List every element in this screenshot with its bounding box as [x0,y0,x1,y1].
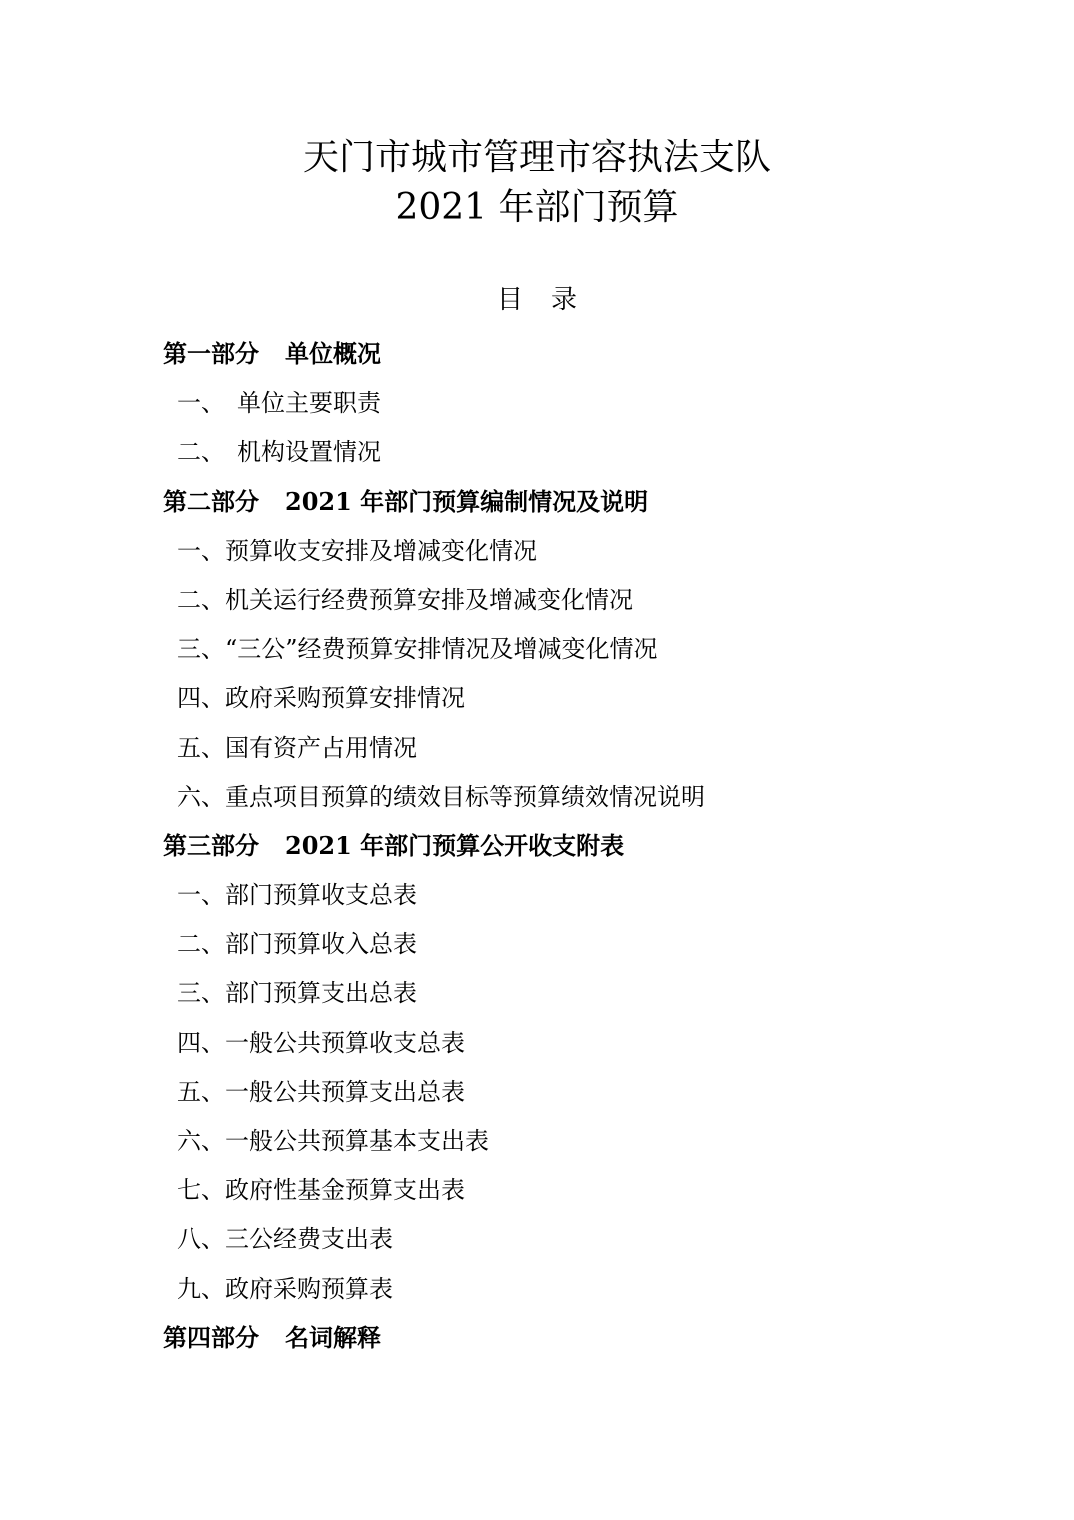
toc-item-text: 预算收支安排及增减变化情况 [225,536,537,565]
toc-item[interactable] [163,383,963,432]
toc-item-text: 政府采购预算表 [225,1274,393,1303]
toc-item-number: 一、 [177,389,225,418]
toc-item-number: 八、 [177,1225,225,1254]
toc-heading [0,283,1074,317]
toc-item-text: 部门预算收支总表 [225,881,417,910]
toc-item-number: 九、 [177,1274,225,1303]
toc-part-label: 第三部分 [163,830,259,860]
toc-heading-char-1: 目 [496,285,523,315]
toc-item-text: 机关运行经费预算安排及增减变化情况 [225,585,633,614]
toc-item[interactable] [163,531,963,580]
toc-item[interactable] [163,973,963,1022]
toc-part-1[interactable] [163,334,963,383]
toc-item[interactable] [163,1269,963,1318]
toc-item[interactable] [163,1072,963,1121]
toc-item-number: 一、 [177,536,225,565]
toc-item-number: 五、 [177,733,225,762]
toc-part-2[interactable] [163,482,963,531]
toc-item[interactable] [163,1219,963,1268]
toc-part-4[interactable] [163,1318,963,1367]
document-title-line-2: 2021 年部门预算 [395,187,679,228]
toc-item[interactable] [163,777,963,826]
toc-item-text: 部门预算支出总表 [225,979,417,1008]
toc-item-text: 政府性基金预算支出表 [225,1176,465,1205]
toc-item[interactable] [163,678,963,727]
toc-item-number: 七、 [177,1176,225,1205]
toc-item[interactable] [163,580,963,629]
toc-part-label: 第二部分 [163,486,259,516]
toc-item-number: 五、 [177,1077,225,1106]
toc-item-text: 单位主要职责 [237,389,381,418]
toc-item-text: 机构设置情况 [237,438,381,467]
toc-item-number: 四、 [177,684,225,713]
toc-item[interactable] [163,629,963,678]
toc-part-label: 第四部分 [163,1322,259,1352]
toc-part-label: 第一部分 [163,339,259,368]
toc-part-title: 名词解释 [285,1322,381,1352]
toc-item[interactable] [163,728,963,777]
toc-item-number: 六、 [177,1127,225,1155]
toc-item-text: 三公经费支出表 [225,1225,393,1254]
toc-item-text: 一般公共预算支出总表 [225,1077,465,1106]
toc-item-text: 国有资产占用情况 [225,733,417,762]
toc-item-text: “三公”经费预算安排情况及增减变化情况 [225,635,658,664]
toc-item[interactable] [163,924,963,973]
toc-part-title: 2021 年部门预算编制情况及说明 [285,486,649,516]
document-title-line-1: 天门市城市管理市容执法支队 [302,137,771,178]
toc-item-text: 一般公共预算基本支出表 [225,1127,489,1155]
toc-item[interactable] [163,875,963,924]
toc-item[interactable] [163,1121,963,1170]
toc-item-text: 部门预算收入总表 [225,930,417,959]
table-of-contents [163,334,963,1367]
toc-item[interactable] [163,1170,963,1219]
toc-item-number: 二、 [177,585,225,614]
toc-item[interactable] [163,1023,963,1072]
toc-item-number: 三、 [177,635,225,664]
toc-item[interactable] [163,432,963,481]
toc-part-title: 2021 年部门预算公开收支附表 [285,830,625,860]
toc-item-number: 四、 [177,1028,225,1057]
toc-item-text: 政府采购预算安排情况 [225,684,465,713]
toc-heading-char-2: 录 [551,285,578,315]
toc-part-title: 单位概况 [285,339,381,368]
toc-item-number: 六、 [177,782,225,811]
toc-item-number: 二、 [177,438,225,467]
toc-item-text: 重点项目预算的绩效目标等预算绩效情况说明 [225,782,705,811]
toc-item-text: 一般公共预算收支总表 [225,1028,465,1057]
toc-part-3[interactable] [163,826,963,875]
toc-item-number: 一、 [177,881,225,910]
toc-item-number: 三、 [177,979,225,1008]
toc-item-number: 二、 [177,930,225,959]
